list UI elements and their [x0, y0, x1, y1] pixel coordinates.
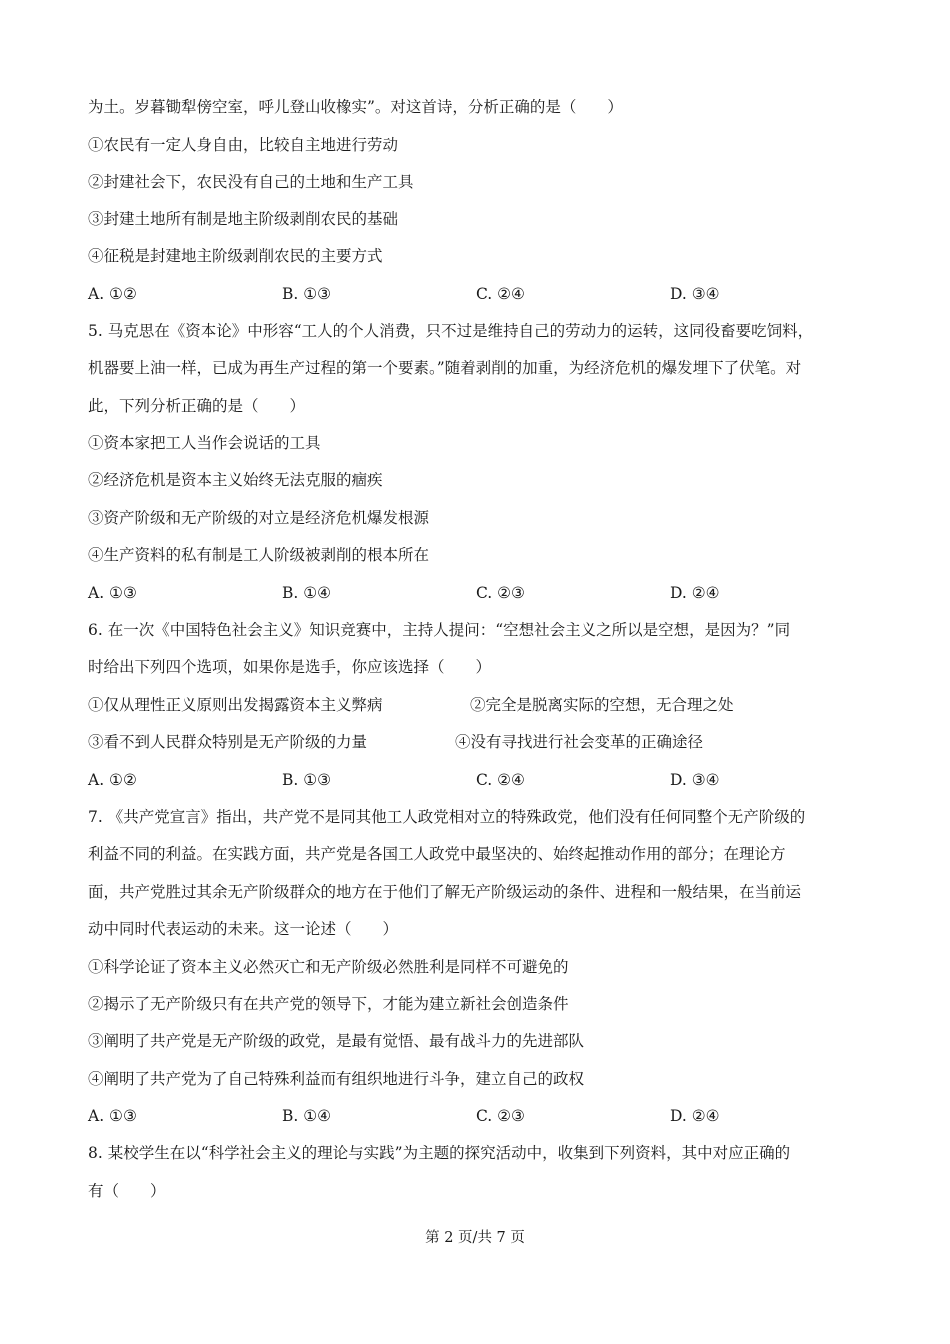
q5-option-c: C. ②③ — [476, 584, 525, 602]
q5-statement-2: ②经济危机是资本主义始终无法克服的痼疾 — [88, 471, 383, 489]
q7-statement-4: ④阐明了共产党为了自己特殊利益而有组织地进行斗争，建立自己的政权 — [88, 1070, 585, 1088]
q5-statement-1: ①资本家把工人当作会说话的工具 — [88, 434, 321, 452]
q4-statement-2: ②封建社会下，农民没有自己的土地和生产工具 — [88, 173, 414, 191]
q7-statement-2: ②揭示了无产阶级只有在共产党的领导下，才能为建立新社会创造条件 — [88, 995, 569, 1013]
q5-stem-line-2: 机器要上油一样，已成为再生产过程的第一个要素。”随着剥削的加重，为经济危机的爆发埋下了伏笔。对 — [88, 359, 802, 377]
q7-stem-line-3: 面，共产党胜过其余无产阶级群众的地方在于他们了解无产阶级运动的条件、进程和一般结果，在当前运 — [88, 883, 802, 901]
q5-statement-3: ③资产阶级和无产阶级的对立是经济危机爆发根源 — [88, 509, 430, 527]
q6-option-a: A. ①② — [88, 771, 137, 789]
q6-options — [88, 770, 868, 790]
q7-stem-line-2: 利益不同的利益。在实践方面，共产党是各国工人政党中最坚决的、始终起推动作用的部分；在理论方 — [88, 845, 786, 863]
q6-option-d: D. ③④ — [670, 771, 720, 789]
page-footer: 第 2 页/共 7 页 — [425, 1230, 525, 1246]
q4-options — [88, 284, 868, 304]
q5-option-a: A. ①③ — [88, 584, 137, 602]
q4-option-b: B. ①③ — [282, 285, 332, 303]
q4-option-a: A. ①② — [88, 285, 137, 303]
q5-options — [88, 583, 868, 603]
q7-statement-1: ①科学论证了资本主义必然灭亡和无产阶级必然胜利是同样不可避免的 — [88, 958, 569, 976]
q6-stem-line-2: 时给出下列四个选项，如果你是选手，你应该选择（ ） — [88, 658, 492, 676]
q5-statement-4: ④生产资料的私有制是工人阶级被剥削的根本所在 — [88, 546, 430, 564]
q7-stem-line-1: 7. 《共产党宣言》指出，共产党不是同其他工人政党相对立的特殊政党，他们没有任何同整个无产阶级的 — [88, 808, 806, 826]
q5-option-b: B. ①④ — [282, 584, 332, 602]
q6-statement-2: ②完全是脱离实际的空想，无合理之处 — [470, 696, 734, 714]
q5-stem-line-3: 此，下列分析正确的是（ ） — [88, 397, 306, 415]
q8-stem-line-1: 8. 某校学生在以“科学社会主义的理论与实践”为主题的探究活动中，收集到下列资料，其中对应正确的 — [88, 1144, 791, 1162]
q4-statement-4: ④征税是封建地主阶级剥削农民的主要方式 — [88, 247, 383, 265]
q6-statement-3: ③看不到人民群众特别是无产阶级的力量 — [88, 733, 368, 751]
q5-stem-line-1: 5. 马克思在《资本论》中形容“工人的个人消费，只不过是维持自己的劳动力的运转，这同役畜要吃饲料， — [88, 322, 814, 340]
q6-statements-row-1 — [88, 695, 868, 715]
q6-option-b: B. ①③ — [282, 771, 332, 789]
q4-stem: 为土。岁暮锄犁傍空室，呼儿登山收橡实”。对这首诗，分析正确的是（ ） — [88, 98, 623, 116]
q7-options — [88, 1106, 868, 1126]
q7-stem-line-4: 动中同时代表运动的未来。这一论述（ ） — [88, 920, 399, 938]
q8-stem-line-2: 有（ ） — [88, 1182, 166, 1200]
q6-statements-row-2 — [88, 732, 868, 752]
q7-option-d: D. ②④ — [670, 1107, 720, 1125]
q6-option-c: C. ②④ — [476, 771, 525, 789]
q4-option-d: D. ③④ — [670, 285, 720, 303]
q4-statement-1: ①农民有一定人身自由，比较自主地进行劳动 — [88, 136, 399, 154]
q7-option-c: C. ②③ — [476, 1107, 525, 1125]
q7-option-a: A. ①③ — [88, 1107, 137, 1125]
q6-stem-line-1: 6. 在一次《中国特色社会主义》知识竞赛中，主持人提问：“空想社会主义之所以是空想，是因为？”同 — [88, 621, 791, 639]
q6-statement-1: ①仅从理性正义原则出发揭露资本主义弊病 — [88, 696, 383, 714]
q5-option-d: D. ②④ — [670, 584, 720, 602]
q6-statement-4: ④没有寻找进行社会变革的正确途径 — [455, 733, 704, 751]
q7-statement-3: ③阐明了共产党是无产阶级的政党，是最有觉悟、最有战斗力的先进部队 — [88, 1032, 585, 1050]
q4-statement-3: ③封建土地所有制是地主阶级剥削农民的基础 — [88, 210, 399, 228]
q7-option-b: B. ①④ — [282, 1107, 332, 1125]
q4-option-c: C. ②④ — [476, 285, 525, 303]
